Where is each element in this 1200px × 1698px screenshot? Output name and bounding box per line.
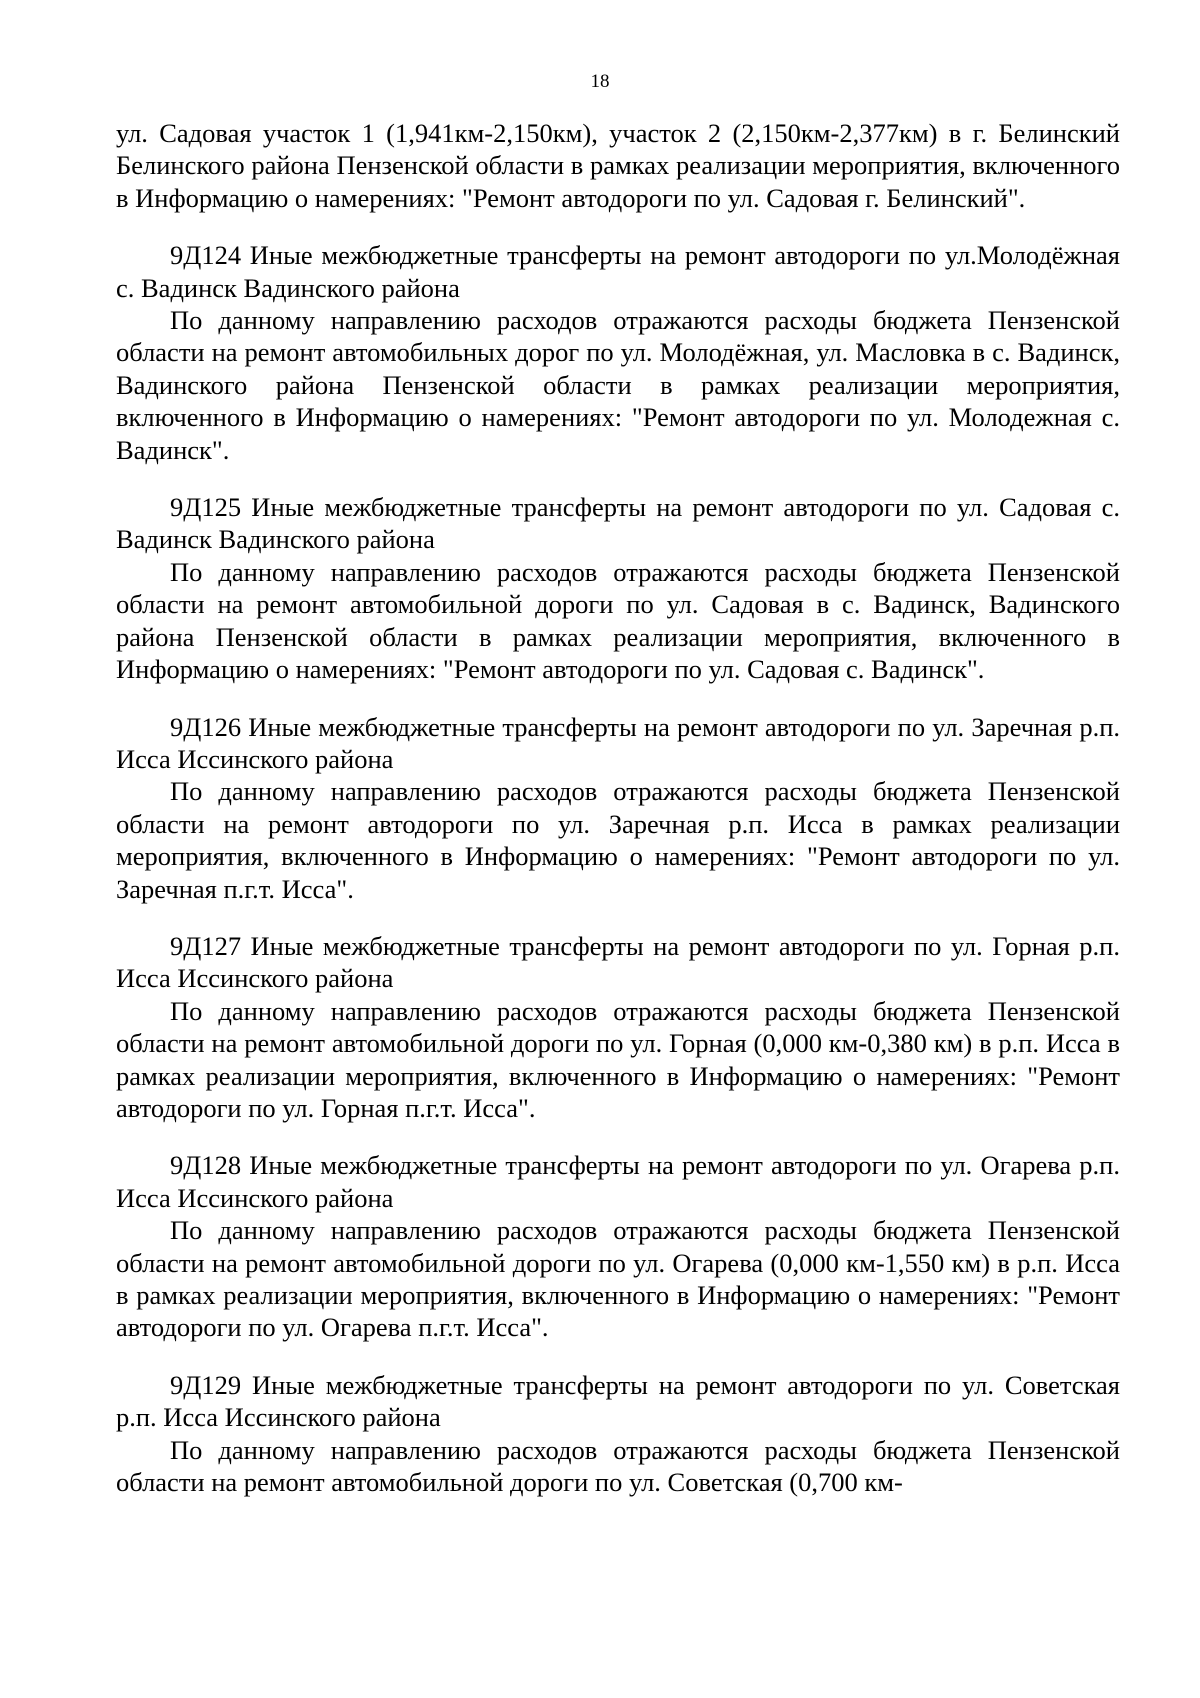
section-heading: 9Д127 Иные межбюджетные трансферты на ремонт автодороги по ул. Горная р.п. Исса Иссинского района <box>116 930 1120 994</box>
section-heading: 9Д126 Иные межбюджетные трансферты на ремонт автодороги по ул. Заречная р.п. Исса Иссинского района <box>116 711 1120 774</box>
section-heading: 9Д124 Иные межбюджетные трансферты на ремонт автодороги по ул.Молодёжная с. Вадинск Вадинского района <box>116 240 1120 303</box>
section-body: По данному направлению расходов отражаются расходы бюджета Пензенской области на ремонт автомобильной дороги по ул. Огарева (0,000 км-1,550 км) в р.п. Исса в рамках реализации мероприятия, включенного в Информацию о намерениях: "Ремонт автодороги по ул. Огарева п.г.т. Исса". <box>116 1215 1120 1343</box>
section-heading: 9Д125 Иные межбюджетные трансферты на ремонт автодороги по ул. Садовая с. Вадинск Вадинского района <box>116 492 1120 555</box>
section-9d128 <box>116 1149 1120 1343</box>
section-9d127 <box>116 930 1120 1124</box>
section-body: По данному направлению расходов отражаются расходы бюджета Пензенской области на ремонт автомобильной дороги по ул. Горная (0,000 км-0,380 км) в р.п. Исса в рамках реализации мероприятия, включенного в Информацию о намерениях: "Ремонт автодороги по ул. Горная п.г.т. Исса". <box>116 995 1120 1123</box>
page-number: 18 <box>590 71 610 92</box>
section-body: По данному направлению расходов отражаются расходы бюджета Пензенской области на ремонт автомобильной дороги по ул. Советская (0,700 км- <box>116 1434 1120 1498</box>
document-body <box>116 117 1120 1498</box>
section-heading: 9Д128 Иные межбюджетные трансферты на ремонт автодороги по ул. Огарева р.п. Исса Иссинского района <box>116 1150 1120 1213</box>
section-body: По данному направлению расходов отражаются расходы бюджета Пензенской области на ремонт автомобильных дорог по ул. Молодёжная, ул. Масловка в с. Вадинск, Вадинского района Пензенской области в рамках реализации мероприятия, включенного в Информацию о намерениях: "Ремонт автодороги по ул. Молодежная с. Вадинск". <box>116 305 1120 465</box>
intro-paragraph: ул. Садовая участок 1 (1,941км-2,150км), участок 2 (2,150км-2,377км) в г. Белинский Белинского района Пензенской области в рамках реализации мероприятия, включенного в Информацию о намерениях: "Ремонт автодороги по ул. Садовая г. Белинский". <box>116 118 1120 213</box>
section-9d124 <box>116 239 1120 466</box>
section-9d125 <box>116 491 1120 685</box>
section-9d126 <box>116 711 1120 905</box>
section-body: По данному направлению расходов отражаются расходы бюджета Пензенской области на ремонт автодороги по ул. Заречная р.п. Исса в рамках реализации мероприятия, включенного в Информацию о намерениях: "Ремонт автодороги по ул. Заречная п.г.т. Исса". <box>116 776 1120 904</box>
section-body: По данному направлению расходов отражаются расходы бюджета Пензенской области на ремонт автомобильной дороги по ул. Садовая в с. Вадинск, Вадинского района Пензенской области в рамках реализации мероприятия, включенного в Информацию о намерениях: "Ремонт автодороги по ул. Садовая с. Вадинск". <box>116 556 1120 685</box>
section-9d129 <box>116 1369 1120 1499</box>
section-heading: 9Д129 Иные межбюджетные трансферты на ремонт автодороги по ул. Советская р.п. Исса Иссинского района <box>116 1369 1120 1433</box>
